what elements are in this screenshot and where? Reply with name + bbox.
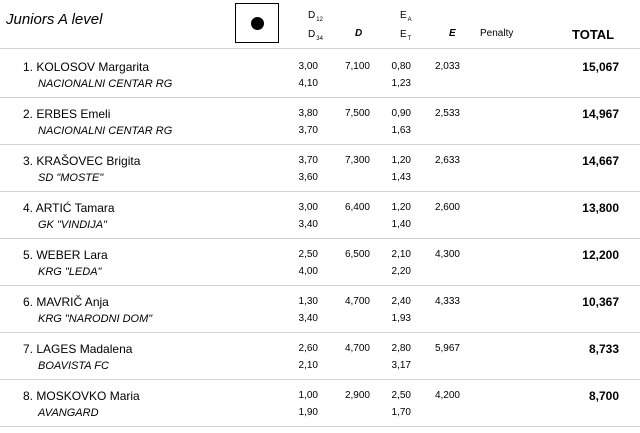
score-et: 1,93	[391, 313, 411, 324]
row-divider	[0, 379, 640, 380]
header-penalty: Penalty	[480, 28, 514, 39]
score-et: 2,20	[391, 266, 411, 277]
row-divider	[0, 285, 640, 286]
athlete-name	[23, 248, 108, 262]
score-ea: 2,10	[391, 249, 411, 260]
score-d12: 3,70	[298, 155, 318, 166]
score-e: 4,333	[434, 296, 460, 307]
score-ea: 0,90	[391, 108, 411, 119]
score-e: 5,967	[434, 343, 460, 354]
score-d12: 1,30	[298, 296, 318, 307]
score-e: 4,300	[434, 249, 460, 260]
score-d12: 2,60	[298, 343, 318, 354]
score-ea: 1,20	[391, 202, 411, 213]
score-d34: 3,40	[298, 313, 318, 324]
athlete-name-text: KOLOSOV Margarita	[36, 60, 150, 74]
rank: 3.	[23, 154, 34, 168]
score-total: 8,700	[588, 389, 619, 403]
athlete-name	[23, 107, 110, 121]
rank: 6.	[23, 295, 34, 309]
rank: 1.	[23, 60, 34, 74]
score-total: 8,733	[588, 342, 619, 356]
score-et: 1,43	[391, 172, 411, 183]
apparatus-box	[235, 3, 279, 43]
score-total: 13,800	[582, 201, 619, 215]
club-name: AVANGARD	[38, 407, 99, 419]
score-d34: 4,10	[298, 78, 318, 89]
score-ea: 0,80	[391, 61, 411, 72]
score-d34: 2,10	[298, 360, 318, 371]
club-name: NACIONALNI CENTAR RG	[38, 125, 173, 137]
rank: 7.	[23, 342, 34, 356]
score-total: 14,967	[582, 107, 619, 121]
score-total: 12,200	[582, 248, 619, 262]
score-ea: 2,40	[391, 296, 411, 307]
score-d: 6,400	[344, 202, 370, 213]
athlete-name	[23, 295, 109, 309]
athlete-name-text: ARTIĆ Tamara	[35, 201, 115, 215]
score-d34: 3,70	[298, 125, 318, 136]
athlete-name-text: ERBES Emeli	[36, 107, 111, 121]
row-divider	[0, 97, 640, 98]
club-name: SD "MOSTE"	[38, 172, 104, 184]
header-ea: $E_A$	[400, 10, 412, 23]
rank: 4.	[23, 201, 34, 215]
header-et: $E_T$	[400, 29, 412, 42]
rank: 2.	[23, 107, 34, 121]
header-divider	[0, 48, 640, 49]
score-d12: 2,50	[298, 249, 318, 260]
page-title: Juniors A level	[6, 11, 103, 28]
score-et: 1,63	[391, 125, 411, 136]
club-name: NACIONALNI CENTAR RG	[38, 78, 173, 90]
score-d34: 1,90	[298, 407, 318, 418]
score-d: 6,500	[344, 249, 370, 260]
athlete-name-text: KRAŠOVEC Brigita	[36, 154, 141, 168]
score-e: 2,533	[434, 108, 460, 119]
score-et: 1,70	[391, 407, 411, 418]
score-d: 4,700	[344, 296, 370, 307]
score-et: 1,40	[391, 219, 411, 230]
athlete-name-text: WEBER Lara	[36, 248, 108, 262]
athlete-name	[23, 201, 115, 215]
header-d34: $D_{34}$	[308, 29, 323, 42]
header-d: D	[355, 28, 363, 39]
row-divider	[0, 191, 640, 192]
athlete-name	[23, 154, 140, 168]
score-e: 2,033	[434, 61, 460, 72]
club-name: KRG "LEDA"	[38, 266, 102, 278]
athlete-name	[23, 60, 149, 74]
score-e: 4,200	[434, 390, 460, 401]
score-et: 1,23	[391, 78, 411, 89]
score-total: 10,367	[582, 295, 619, 309]
score-d34: 3,60	[298, 172, 318, 183]
row-divider	[0, 238, 640, 239]
rank: 5.	[23, 248, 34, 262]
score-e: 2,600	[434, 202, 460, 213]
athlete-name	[23, 389, 140, 403]
row-divider	[0, 332, 640, 333]
athlete-name	[23, 342, 132, 356]
score-e: 2,633	[434, 155, 460, 166]
athlete-name-text: LAGES Madalena	[36, 342, 133, 356]
club-name: GK "VINDIJA"	[38, 219, 107, 231]
score-d: 7,500	[344, 108, 370, 119]
score-ea: 1,20	[391, 155, 411, 166]
club-name: BOAVISTA FC	[38, 360, 109, 372]
score-d34: 3,40	[298, 219, 318, 230]
score-d12: 3,80	[298, 108, 318, 119]
score-ea: 2,80	[391, 343, 411, 354]
score-d34: 4,00	[298, 266, 318, 277]
score-et: 3,17	[391, 360, 411, 371]
row-divider	[0, 426, 640, 427]
score-d: 7,100	[344, 61, 370, 72]
header-e: E	[449, 28, 456, 39]
athlete-name-text: MOSKOVKO Maria	[36, 389, 140, 403]
score-d12: 3,00	[298, 61, 318, 72]
score-total: 14,667	[582, 154, 619, 168]
athlete-name-text: MAVRIČ Anja	[36, 295, 109, 309]
score-total: 15,067	[582, 60, 619, 74]
row-divider	[0, 144, 640, 145]
score-d: 4,700	[344, 343, 370, 354]
score-d: 2,900	[344, 390, 370, 401]
score-d: 7,300	[344, 155, 370, 166]
club-name: KRG "NARODNI DOM"	[38, 313, 153, 325]
header-total: TOTAL	[572, 27, 615, 42]
score-d12: 1,00	[298, 390, 318, 401]
score-ea: 2,50	[391, 390, 411, 401]
score-d12: 3,00	[298, 202, 318, 213]
rank: 8.	[23, 389, 34, 403]
header-d12: $D_{12}$	[308, 10, 323, 23]
ball-icon	[251, 17, 264, 30]
